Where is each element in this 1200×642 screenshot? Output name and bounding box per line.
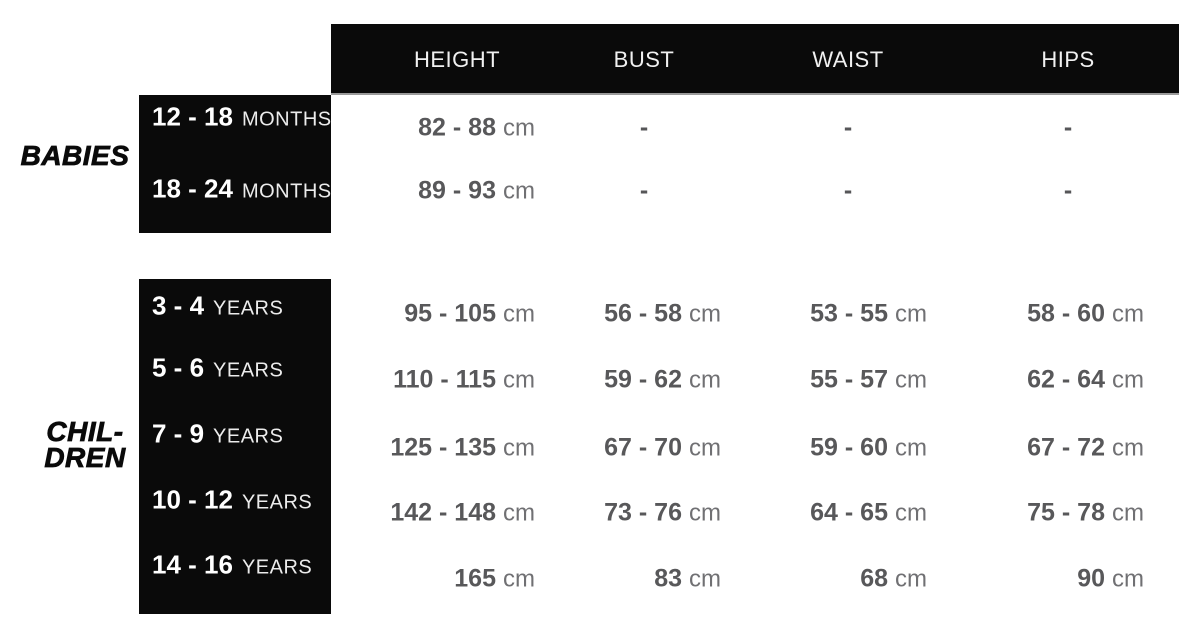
value-number: 90 <box>1077 564 1105 593</box>
value-unit: cm <box>689 499 721 527</box>
age-unit: YEARS <box>241 491 313 514</box>
value-number: 110 - 115 <box>393 365 496 394</box>
measurement-value <box>1027 499 1144 528</box>
age-label <box>152 102 332 133</box>
age-unit: YEARS <box>241 556 313 579</box>
value-number: 55 - 57 <box>810 365 888 394</box>
age-label <box>152 419 283 450</box>
group-label-line: BABIES <box>20 140 130 171</box>
value-number: 67 - 70 <box>604 433 682 462</box>
measurement-value <box>418 114 535 143</box>
measurement-value <box>604 366 721 395</box>
age-unit: MONTHS <box>241 108 332 131</box>
column-header-waist: WAIST <box>812 47 884 72</box>
age-range: 18 - 24 <box>152 173 233 204</box>
value-number: 89 - 93 <box>418 176 496 205</box>
age-range: 14 - 16 <box>152 549 233 580</box>
value-number: 58 - 60 <box>1027 299 1105 328</box>
measurement-value <box>810 499 927 528</box>
column-header-bar <box>331 24 1179 95</box>
age-label <box>152 485 312 516</box>
value-unit: cm <box>1112 300 1144 328</box>
measurement-value <box>1027 434 1144 463</box>
value-unit: cm <box>503 114 535 142</box>
value-number: 75 - 78 <box>1027 498 1105 527</box>
age-label <box>152 550 312 581</box>
empty-value-dash: - <box>639 176 649 205</box>
measurement-value <box>810 434 927 463</box>
value-number: 67 - 72 <box>1027 433 1105 462</box>
group-label-babies <box>20 140 130 171</box>
value-number: 82 - 88 <box>418 113 496 142</box>
measurement-value <box>404 300 535 329</box>
value-number: 83 <box>654 564 682 593</box>
empty-value-dash: - <box>1063 176 1073 205</box>
value-number: 53 - 55 <box>810 299 888 328</box>
column-header-bust: BUST <box>613 47 675 72</box>
empty-value-dash: - <box>1063 113 1073 142</box>
value-unit: cm <box>895 499 927 527</box>
value-unit: cm <box>689 434 721 462</box>
measurement-value <box>604 300 721 329</box>
measurement-value <box>604 434 721 463</box>
measurement-value <box>393 366 535 395</box>
value-unit: cm <box>895 565 927 593</box>
age-label <box>152 174 332 205</box>
age-label <box>152 353 283 384</box>
group-label-children <box>44 416 126 473</box>
value-unit: cm <box>503 499 535 527</box>
empty-value-dash: - <box>843 176 853 205</box>
value-unit: cm <box>895 434 927 462</box>
value-unit: cm <box>689 366 721 394</box>
age-unit: YEARS <box>213 359 284 382</box>
age-range: 7 - 9 <box>152 418 205 449</box>
value-number: 73 - 76 <box>604 498 682 527</box>
age-unit: YEARS <box>213 425 284 448</box>
measurement-value <box>418 177 535 206</box>
age-range: 3 - 4 <box>152 290 205 321</box>
measurement-value <box>1027 300 1144 329</box>
empty-value-dash: - <box>639 113 649 142</box>
measurement-value <box>810 366 927 395</box>
value-number: 56 - 58 <box>604 299 682 328</box>
group-label-line: DREN <box>44 442 126 473</box>
value-unit: cm <box>895 366 927 394</box>
empty-value-dash: - <box>843 113 853 142</box>
age-range: 5 - 6 <box>152 352 205 383</box>
value-number: 165 <box>454 564 496 593</box>
age-range: 10 - 12 <box>152 484 233 515</box>
measurement-value <box>604 499 721 528</box>
group-label-line: CHIL- <box>46 416 124 447</box>
value-unit: cm <box>503 177 535 205</box>
measurement-value <box>654 565 721 594</box>
value-unit: cm <box>1112 366 1144 394</box>
measurement-value <box>810 300 927 329</box>
value-number: 59 - 60 <box>810 433 888 462</box>
measurement-value <box>860 565 927 594</box>
age-unit: MONTHS <box>241 180 332 203</box>
column-header-hips: HIPS <box>1041 47 1095 72</box>
value-number: 62 - 64 <box>1027 365 1105 394</box>
column-header-height: HEIGHT <box>413 47 501 72</box>
value-unit: cm <box>689 300 721 328</box>
age-label <box>152 291 283 322</box>
value-number: 125 - 135 <box>390 433 496 462</box>
value-unit: cm <box>503 300 535 328</box>
measurement-value <box>1077 565 1144 594</box>
value-unit: cm <box>1112 499 1144 527</box>
value-unit: cm <box>1112 434 1144 462</box>
value-unit: cm <box>503 366 535 394</box>
age-range: 12 - 18 <box>152 101 233 132</box>
value-number: 95 - 105 <box>404 299 496 328</box>
value-unit: cm <box>1112 565 1144 593</box>
value-number: 59 - 62 <box>604 365 682 394</box>
measurement-value <box>1027 366 1144 395</box>
measurement-value <box>390 434 535 463</box>
value-number: 64 - 65 <box>810 498 888 527</box>
value-unit: cm <box>503 434 535 462</box>
value-unit: cm <box>895 300 927 328</box>
age-unit: YEARS <box>213 297 284 320</box>
value-number: 68 <box>860 564 888 593</box>
value-number: 142 - 148 <box>390 498 496 527</box>
value-unit: cm <box>689 565 721 593</box>
measurement-value <box>390 499 535 528</box>
value-unit: cm <box>503 565 535 593</box>
measurement-value <box>454 565 535 594</box>
